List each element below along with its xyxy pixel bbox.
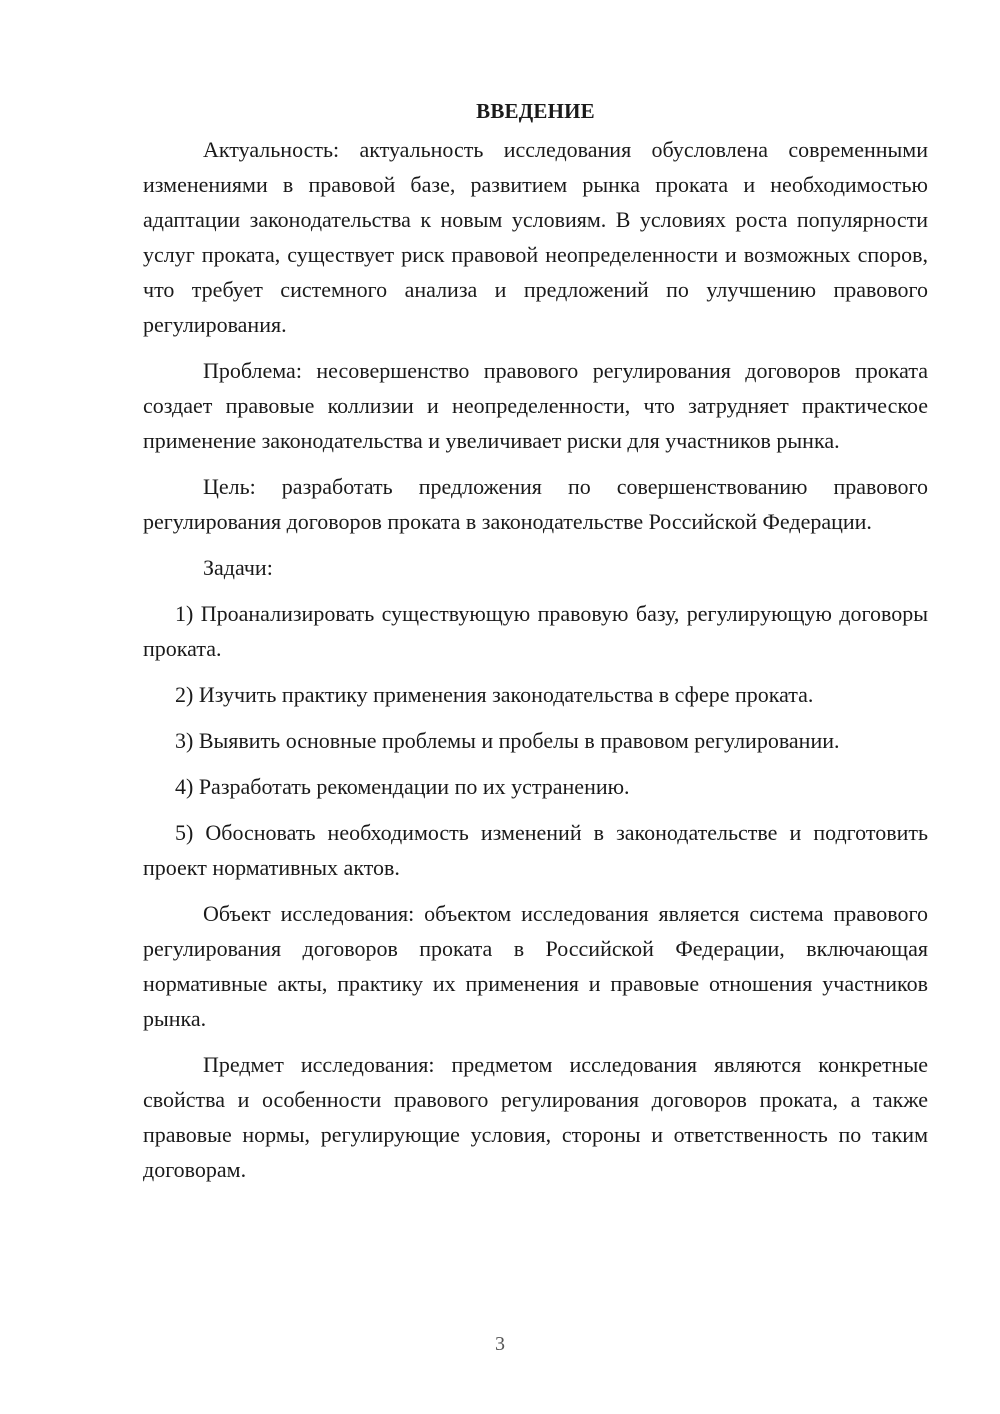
subject-paragraph: Предмет исследования: предметом исследования являются конкретные свойства и особенности правового регулирования договоров проката, а также правовые нормы, регулирующие условия, стороны и ответственность по таким договорам. bbox=[143, 1052, 928, 1182]
task-item-5: 5) Обосновать необходимость изменений в законодательстве и подготовить проект нормативных актов. bbox=[143, 820, 928, 880]
task-list bbox=[143, 596, 928, 885]
goal-paragraph: Цель: разработать предложения по совершенствованию правового регулирования договоров проката в законодательстве Российской Федерации. bbox=[143, 474, 928, 534]
task-item-2: 2) Изучить практику применения законодательства в сфере проката. bbox=[175, 682, 814, 707]
task-item-3: 3) Выявить основные проблемы и пробелы в правовом регулировании. bbox=[175, 728, 840, 753]
problem-paragraph: Проблема: несовершенство правового регулирования договоров проката создает правовые коллизии и неопределенности, что затрудняет практическое применение законодательства и увеличивает риски для участников рынка. bbox=[143, 358, 928, 453]
page-number: 3 bbox=[495, 1333, 505, 1355]
relevance-paragraph: Актуальность: актуальность исследования обусловлена современными изменениями в правовой базе, развитием рынка проката и необходимостью адаптации законодательства к новым условиям. В условиях роста популярности услуг проката, существует риск правовой неопределенности и возможных споров, что требует системного анализа и предложений по улучшению правового регулирования. bbox=[143, 137, 928, 337]
tasks-label: Задачи: bbox=[203, 555, 273, 580]
object-paragraph: Объект исследования: объектом исследования является система правового регулирования договоров проката в Российской Федерации, включающая нормативные акты, практику их применения и правовые отношения участников рынка. bbox=[143, 901, 928, 1031]
section-heading: ВВЕДЕНИЕ bbox=[476, 99, 595, 123]
task-item-1: 1) Проанализировать существующую правовую базу, регулирующую договоры проката. bbox=[143, 601, 928, 661]
document-page bbox=[143, 94, 928, 1198]
task-item-4: 4) Разработать рекомендации по их устранению. bbox=[175, 774, 630, 799]
